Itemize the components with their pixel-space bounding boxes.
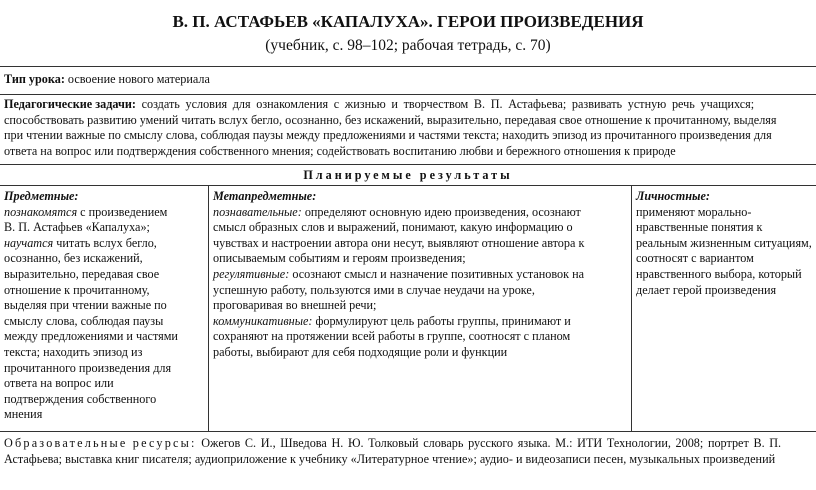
metasubject-line-text: работы, выбирают для себя подходящие роли и функции xyxy=(213,344,508,359)
subject-line xyxy=(4,329,204,345)
subject-line xyxy=(4,236,204,252)
subject-line xyxy=(4,314,204,330)
metasubject-line-emphasis: коммуникативные: xyxy=(213,313,313,328)
tasks-line: при чтении важные по смыслу слова, соблюдая паузы между предложениями и частями текста; находить эпизод из прочитанного произведения для xyxy=(4,128,772,143)
tasks-row xyxy=(0,94,816,164)
page-title: В. П. АСТАФЬЕВ «КАПАЛУХА». ГЕРОИ ПРОИЗВЕДЕНИЯ xyxy=(172,12,644,31)
metasubject-line xyxy=(213,267,627,283)
results-row xyxy=(0,185,816,431)
subject-line-text: с произведением xyxy=(77,204,168,219)
metasubject-heading: Метапредметные: xyxy=(213,189,317,203)
personal-line: делает герой произведения xyxy=(636,282,777,297)
metasubject-line-text: сохраняют на протяжении всей работы в группе, соотносят с планом xyxy=(213,329,571,344)
metasubject-line-text: смысл образных слов и выражений, понимают, какую информацию о xyxy=(213,220,573,235)
metasubject-line-emphasis: регулятивные: xyxy=(213,266,290,281)
lesson-type-label: Тип урока: xyxy=(4,72,65,86)
resources-cell xyxy=(0,432,816,467)
personal-line: соотносят с вариантом xyxy=(636,251,754,266)
tasks-line: способствовать развитию умений читать вслух бегло, осознанно, без искажений, выразительно, передавая свое отношение к прочитанному, выделяя xyxy=(4,112,777,127)
metasubject-line xyxy=(213,283,627,299)
metasubject-line xyxy=(213,251,627,267)
resources-label: Образовательные ресурсы: xyxy=(4,436,197,450)
metasubject-line xyxy=(213,345,627,361)
subject-line-text: выразительно, передавая свое xyxy=(4,266,160,281)
subject-line-text: ответа на вопрос или xyxy=(4,376,114,391)
metasubject-line xyxy=(213,298,627,314)
resources-text: Ожегов С. И., Шведова Н. Ю. Толковый словарь русского языка. М.: ИТИ Технологии, 2008; портрет В. П. xyxy=(196,436,782,450)
metasubject-line-text: формулируют цель работы группы, принимают и xyxy=(312,313,571,328)
subject-line-text: прочитанного произведения для xyxy=(4,360,172,375)
planned-results-row xyxy=(0,164,816,185)
subject-line xyxy=(4,251,204,267)
subject-line xyxy=(4,361,204,377)
subject-line-text: мнения xyxy=(4,407,43,422)
metasubject-lines xyxy=(213,205,627,361)
subject-line-text: В. П. Астафьев «Капалуха»; xyxy=(4,220,150,235)
metasubject-line-text: успешную работу, пользуются ими в случае неудачи на уроке, xyxy=(213,282,535,297)
metasubject-line-text: определяют основную идею произведения, осознают xyxy=(301,204,581,219)
subject-line xyxy=(4,283,204,299)
subject-line-text: смыслу слова, соблюдая паузы xyxy=(4,313,164,328)
subject-line xyxy=(4,205,204,221)
lesson-type-row xyxy=(0,66,816,94)
metasubject-line xyxy=(213,329,627,345)
metasubject-line xyxy=(213,314,627,330)
personal-line: нравственные понятия к xyxy=(636,220,763,235)
subject-line-text: подтверждения собственного xyxy=(4,391,157,406)
subject-line-text: текста; находить эпизод из xyxy=(4,344,143,359)
subject-line-emphasis: научатся xyxy=(4,235,54,250)
personal-lines xyxy=(636,205,812,299)
subject-line-emphasis: познакомятся xyxy=(4,204,78,219)
subject-line-text: между предложениями и частями xyxy=(4,329,178,344)
resources-line: Астафьева; выставка книг писателя; аудиоприложение к учебнику «Литературное чтение»; аудио- и видеозаписи песен, музыкальных произведений xyxy=(4,451,776,466)
metasubject-results-column xyxy=(209,186,631,431)
subject-lines xyxy=(4,205,204,423)
personal-heading: Личностные: xyxy=(636,189,710,203)
tasks-text: создать условия для ознакомления с жизнью и творчеством В. П. Астафьева; развивать устную речь учащихся; xyxy=(135,97,755,111)
tasks-line xyxy=(4,97,812,113)
tasks-cell xyxy=(0,95,816,159)
personal-results-column xyxy=(632,186,816,431)
metasubject-line-text: чувствах и настроении автора они несут, выявляют отношение автора к xyxy=(213,235,585,250)
subject-line xyxy=(4,267,204,283)
metasubject-line-text: описываемым событиям и героям произведения; xyxy=(213,251,466,266)
subject-line xyxy=(4,345,204,361)
subject-line xyxy=(4,376,204,392)
subject-line xyxy=(4,392,204,408)
metasubject-line xyxy=(213,220,627,236)
personal-line: реальным жизненным ситуациям, xyxy=(636,235,812,250)
metasubject-line xyxy=(213,236,627,252)
metasubject-line-text: осознают смысл и назначение позитивных установок на xyxy=(289,266,585,281)
tasks-label: Педагогические задачи: xyxy=(4,97,136,111)
subject-line-text: осознанно, без искажений, xyxy=(4,251,143,266)
planned-results-heading: Планируемые результаты xyxy=(303,168,513,182)
personal-line: применяют морально- xyxy=(636,204,752,219)
subject-line-text: читать вслух бегло, xyxy=(53,235,157,250)
subject-line xyxy=(4,298,204,314)
metasubject-line xyxy=(213,205,627,221)
resources-line xyxy=(4,436,812,452)
tasks-line: ответа на вопрос или подтверждения собственного мнения; содействовать воспитанию любви и бережного отношения к природе xyxy=(4,143,676,158)
personal-line: нравственного выбора, который xyxy=(636,266,802,281)
lesson-type-cell xyxy=(0,67,816,88)
lesson-type-value: освоение нового материала xyxy=(64,72,210,86)
subject-line xyxy=(4,220,204,236)
subject-line xyxy=(4,407,204,423)
subject-results-column xyxy=(0,186,208,431)
subject-heading: Предметные: xyxy=(4,189,79,203)
metasubject-line-text: проговаривая во внешней речи; xyxy=(213,298,377,313)
metasubject-line-emphasis: познавательные: xyxy=(213,204,302,219)
subject-line-text: выделяя при чтении важные по xyxy=(4,298,167,313)
subject-line-text: отношение к прочитанному, xyxy=(4,282,150,297)
resources-row xyxy=(0,431,816,490)
page-subtitle: (учебник, с. 98–102; рабочая тетрадь, с. 70) xyxy=(265,37,551,54)
